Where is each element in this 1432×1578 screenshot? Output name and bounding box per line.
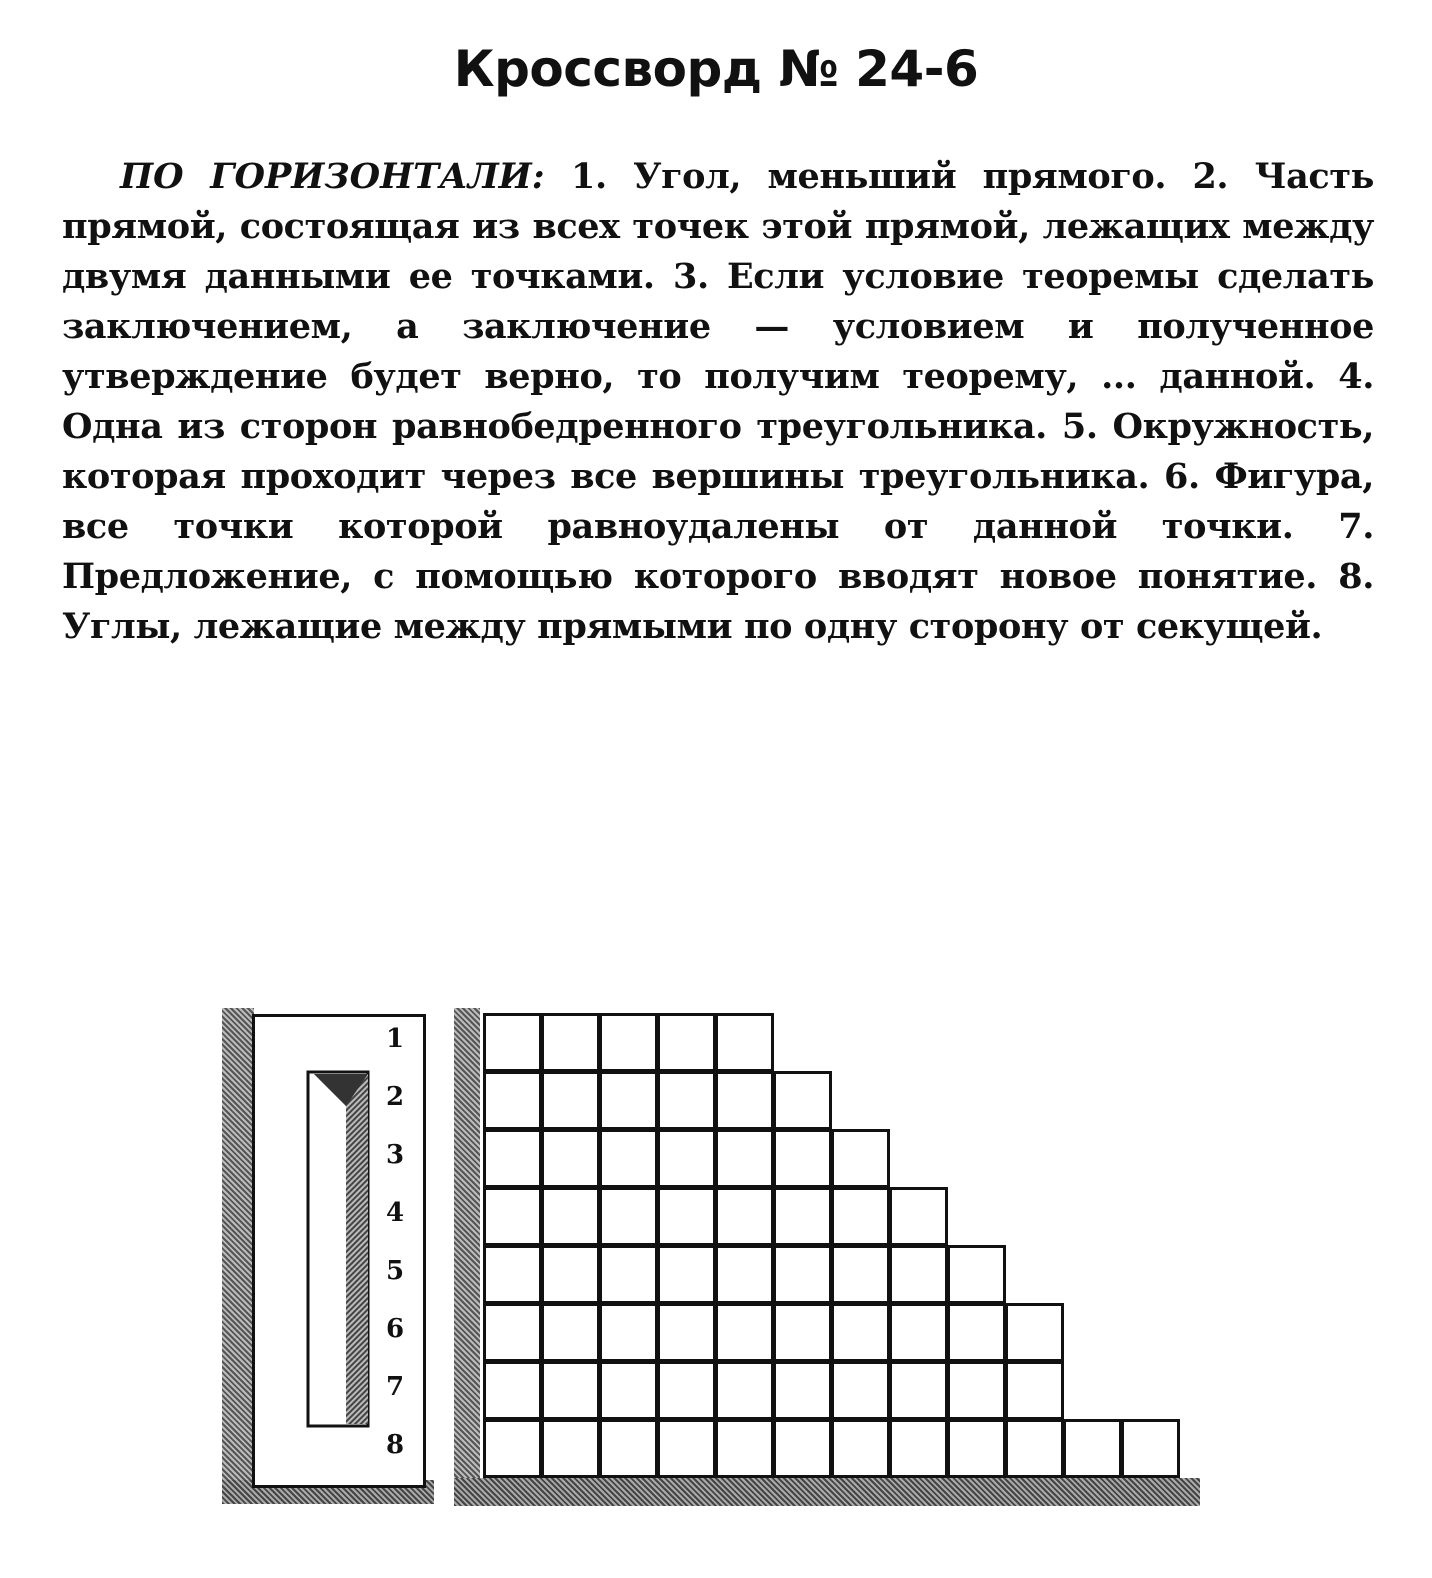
clue-text: Фигура, все точки которой равноудалены от данной точки. xyxy=(62,456,1374,547)
crossword-cell[interactable] xyxy=(541,1129,600,1188)
grid-shadow xyxy=(454,1478,1200,1506)
clue-text: Часть прямой, состоящая из всех точек этой прямой, лежащих между двумя данными ее точками. xyxy=(62,156,1374,297)
crossword-cell[interactable] xyxy=(657,1187,716,1246)
clue-text: Углы, лежащие между прямыми по одну сторону от секущей. xyxy=(62,606,1323,647)
crossword-cell[interactable] xyxy=(773,1245,832,1304)
crossword-cell[interactable] xyxy=(657,1071,716,1130)
crossword-cell[interactable] xyxy=(715,1071,774,1130)
crossword-cell[interactable] xyxy=(599,1303,658,1362)
crossword-cell[interactable] xyxy=(715,1245,774,1304)
grid-shadow xyxy=(454,1008,480,1504)
crossword-cell[interactable] xyxy=(947,1303,1006,1362)
crossword-cell[interactable] xyxy=(1005,1419,1064,1478)
crossword-cell[interactable] xyxy=(599,1361,658,1420)
clue-number: 7. xyxy=(1338,506,1374,547)
crossword-cell[interactable] xyxy=(599,1129,658,1188)
crossword-cell[interactable] xyxy=(541,1245,600,1304)
clue-1 xyxy=(571,156,1166,197)
crossword-cell[interactable] xyxy=(541,1071,600,1130)
clue-number: 8. xyxy=(1338,556,1374,597)
crossword-cell[interactable] xyxy=(657,1129,716,1188)
clues-paragraph xyxy=(62,152,1374,652)
crossword-cell[interactable] xyxy=(483,1013,542,1072)
crossword-cell[interactable] xyxy=(657,1361,716,1420)
crossword-cell[interactable] xyxy=(599,1245,658,1304)
crossword-cell[interactable] xyxy=(657,1013,716,1072)
crossword-cell[interactable] xyxy=(773,1361,832,1420)
crossword-cell[interactable] xyxy=(483,1303,542,1362)
crossword-cell[interactable] xyxy=(831,1303,890,1362)
crossword-cell[interactable] xyxy=(773,1303,832,1362)
clue-number: 1. xyxy=(571,156,607,197)
crossword-cell[interactable] xyxy=(1063,1419,1122,1478)
clue-text: Окружность, которая проходит через все вершины треугольника. xyxy=(62,406,1374,497)
crossword-cell[interactable] xyxy=(773,1071,832,1130)
clue-number: 6. xyxy=(1164,456,1200,497)
row-number: 6 xyxy=(385,1314,405,1344)
crossword-cell[interactable] xyxy=(483,1187,542,1246)
crossword-cell[interactable] xyxy=(715,1361,774,1420)
crossword-cell[interactable] xyxy=(831,1419,890,1478)
crossword-cell[interactable] xyxy=(657,1419,716,1478)
panel-shadow xyxy=(222,1008,254,1504)
crossword-cell[interactable] xyxy=(599,1419,658,1478)
row-number: 4 xyxy=(385,1198,405,1228)
crossword-cell[interactable] xyxy=(889,1419,948,1478)
crossword-cell[interactable] xyxy=(541,1013,600,1072)
clue-text: Предложение, с помощью которого вводят новое понятие. xyxy=(62,556,1318,597)
row-number: 2 xyxy=(385,1082,405,1112)
crossword-cell[interactable] xyxy=(657,1303,716,1362)
crossword-cell[interactable] xyxy=(715,1419,774,1478)
row-number: 3 xyxy=(385,1140,405,1170)
row-number: 7 xyxy=(385,1372,405,1402)
crossword-cell[interactable] xyxy=(599,1187,658,1246)
crossword-cell[interactable] xyxy=(541,1187,600,1246)
row-number: 8 xyxy=(385,1430,405,1460)
crossword-cell[interactable] xyxy=(773,1419,832,1478)
crossword-cell[interactable] xyxy=(483,1071,542,1130)
crossword-cell[interactable] xyxy=(947,1361,1006,1420)
crossword-cell[interactable] xyxy=(889,1361,948,1420)
clue-number: 5. xyxy=(1061,406,1098,447)
crossword-cell[interactable] xyxy=(483,1361,542,1420)
crossword-cell[interactable] xyxy=(541,1303,600,1362)
clue-text: Если условие теоремы сделать заключением, а заключение — условием и полученное утверждение будет верно, то получим теорему, ... данной. xyxy=(62,256,1374,397)
crossword-cell[interactable] xyxy=(831,1129,890,1188)
crossword-cell[interactable] xyxy=(541,1419,600,1478)
crossword-cell[interactable] xyxy=(947,1245,1006,1304)
crossword-cell[interactable] xyxy=(831,1245,890,1304)
crossword-cell[interactable] xyxy=(1121,1419,1180,1478)
clue-number: 4. xyxy=(1338,356,1374,397)
clues-heading: ПО ГОРИЗОНТАЛИ: xyxy=(120,156,545,197)
crossword-cell[interactable] xyxy=(831,1187,890,1246)
crossword-cell[interactable] xyxy=(657,1245,716,1304)
page-title: Кроссворд № 24-6 xyxy=(453,40,979,98)
crossword-cell[interactable] xyxy=(483,1419,542,1478)
crossword-cell[interactable] xyxy=(773,1129,832,1188)
crossword-cell[interactable] xyxy=(1005,1303,1064,1362)
crossword-cell[interactable] xyxy=(1005,1361,1064,1420)
clue-text: Одна из сторон равнобедренного треугольника. xyxy=(62,406,1047,447)
crossword-cell[interactable] xyxy=(483,1245,542,1304)
row-number: 5 xyxy=(385,1256,405,1286)
crossword-cell[interactable] xyxy=(541,1361,600,1420)
crossword-cell[interactable] xyxy=(715,1187,774,1246)
clue-text: Угол, меньший прямого. xyxy=(633,156,1167,197)
crossword-cell[interactable] xyxy=(831,1361,890,1420)
bracket-decoration xyxy=(306,1070,372,1428)
crossword-cell[interactable] xyxy=(599,1071,658,1130)
crossword-cell[interactable] xyxy=(889,1245,948,1304)
crossword-cell[interactable] xyxy=(715,1013,774,1072)
crossword-cell[interactable] xyxy=(715,1303,774,1362)
crossword-cell[interactable] xyxy=(947,1419,1006,1478)
crossword-cell[interactable] xyxy=(483,1129,542,1188)
crossword-cell[interactable] xyxy=(599,1013,658,1072)
crossword-cell[interactable] xyxy=(889,1187,948,1246)
clue-number: 2. xyxy=(1192,156,1229,197)
clue-number: 3. xyxy=(673,256,709,297)
crossword-cell[interactable] xyxy=(889,1303,948,1362)
crossword-cell[interactable] xyxy=(773,1187,832,1246)
crossword-cell[interactable] xyxy=(715,1129,774,1188)
row-number: 1 xyxy=(385,1024,405,1054)
